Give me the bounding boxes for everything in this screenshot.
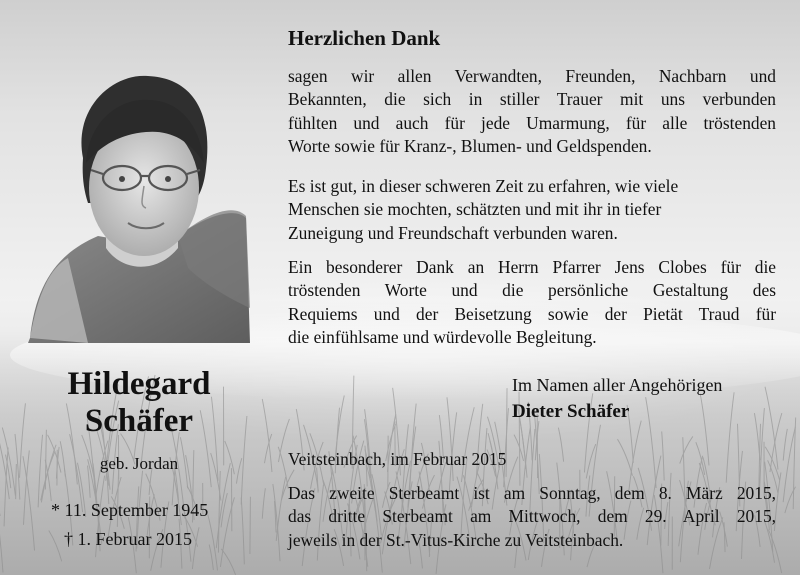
gratitude-paragraph [288, 175, 776, 245]
text-line: Requiems und der Beisetzung sowie der Pietät Traud für [288, 303, 776, 324]
text-line: Menschen sie mochten, schätzten und mit ihr in tiefer [288, 199, 662, 220]
text-line: die einfühlsame und würdevolle Begleitung. [288, 327, 597, 348]
special-thanks-paragraph [288, 256, 776, 350]
text-line: Es ist gut, in dieser schweren Zeit zu erfahren, wie viele [288, 176, 679, 196]
memorial-mass-paragraph [288, 482, 776, 552]
text-line: sagen wir allen Verwandten, Freunden, Nachbarn und [288, 66, 776, 86]
deceased-name [20, 366, 258, 440]
text-line: Zuneigung und Freundschaft verbunden waren. [288, 222, 618, 243]
text-line: tröstenden Worte und die persönliche Gestaltung des [288, 280, 776, 301]
text-line: Ein besonderer Dank an Herrn Pfarrer Jens Clobes für die [288, 257, 776, 277]
text-line: Worte sowie für Kranz-, Blumen- und Geldspenden. [288, 136, 652, 157]
last-name: Schäfer [84, 403, 194, 439]
signer-name: Dieter Schäfer [512, 401, 630, 422]
text-line: Bekannten, die sich in stiller Trauer mit uns verbunden [288, 89, 776, 110]
death-date: † 1. Februar 2015 [64, 529, 192, 549]
text-line: Das zweite Sterbeamt ist am Sonntag, dem 8. März 2015, [288, 483, 776, 503]
text-line: jeweils in der St.-Vitus-Kirche zu Veitsteinbach. [288, 529, 624, 550]
maiden-name: geb. Jordan [99, 454, 179, 473]
text-line: fühlten und auch für jede Umarmung, für alle tröstenden [288, 112, 776, 133]
text-line: das dritte Sterbeamt am Mittwoch, dem 29. April 2015, [288, 506, 776, 527]
on-behalf-text: Im Namen aller Angehörigen [512, 375, 723, 395]
first-name: Hildegard [67, 366, 211, 402]
heading-thanks: Herzlichen Dank [288, 26, 441, 50]
birth-date: * 11. September 1945 [51, 500, 209, 520]
thanks-paragraph [288, 65, 776, 159]
place-date: Veitsteinbach, im Februar 2015 [288, 449, 507, 469]
portrait-photo [28, 68, 250, 343]
